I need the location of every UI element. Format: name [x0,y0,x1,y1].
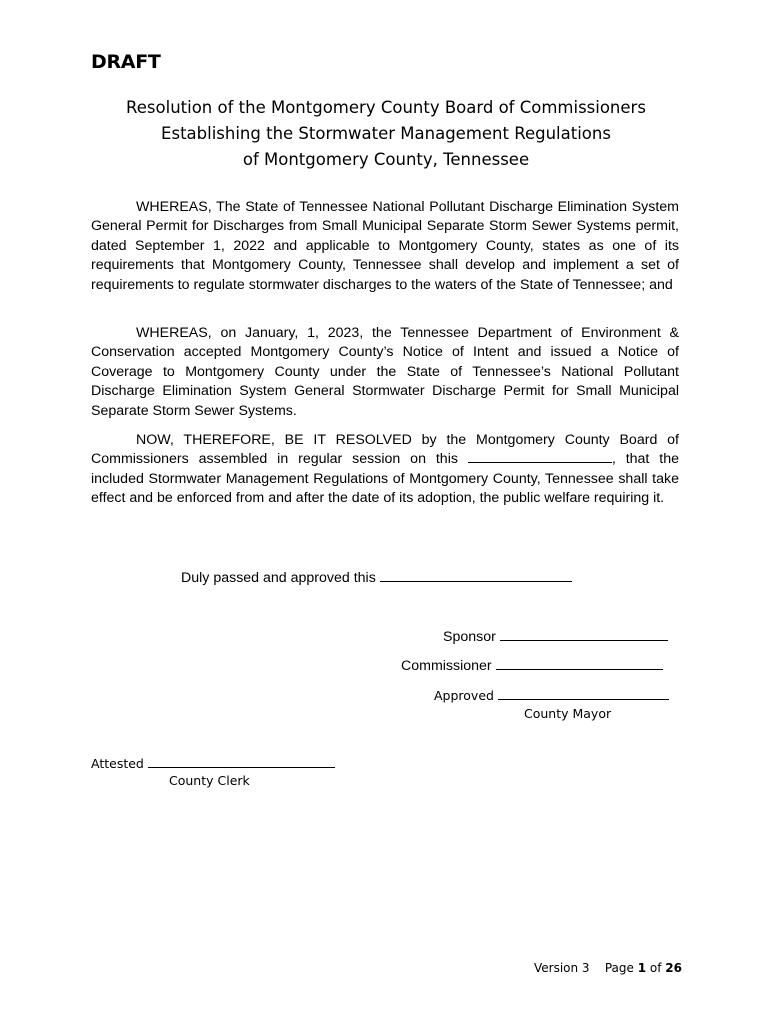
commissioner-signature-blank[interactable] [496,656,663,670]
commissioner-label: Commissioner [401,658,492,674]
approved-signature-blank[interactable] [498,686,669,700]
page-current: 1 [637,961,647,975]
commissioner-line [401,656,663,674]
attested-label: Attested [91,756,144,771]
resolved-text-2: , that the included Stormwater Management Regulations of Montgomery County, Tennessee shall take effect and be enforced from and after the date of its adoption, the public welfare requiring it. [91,451,679,507]
county-mayor-label: County Mayor [524,706,612,721]
title-line-1: Resolution of the Montgomery County Board of Commissioners [126,98,646,117]
sponsor-label: Sponsor [443,629,496,645]
approved-line [434,686,669,703]
session-date-blank[interactable] [468,450,612,463]
whereas-paragraph-2: WHEREAS, on January, 1, 2023, the Tennessee Department of Environment & Conservation accepted Montgomery County’s Notice of Intent and issued a Notice of Coverage to Montgomery County under the State of Tennessee’s National Pollutant Discharge Elimination System General Stormwater Discharge Permit for Small Municipal Separate Storm Sewer Systems. [91,325,679,419]
approved-label: Approved [434,688,494,703]
page-total: 26 [665,961,682,975]
resolved-paragraph [91,431,679,509]
attested-line [91,754,335,771]
page-footer [534,961,682,975]
duly-passed-line [181,568,572,586]
page-of: of [649,961,662,975]
sponsor-line [443,627,668,645]
resolution-title [80,95,692,173]
whereas-paragraph-1: WHEREAS, The State of Tennessee National Pollutant Discharge Elimination System General Permit for Discharges from Small Municipal Separate Storm Sewer Systems permit, dated September 1, 2022 and applicable to Montgomery County, states as one of its requirements that Montgomery County, Tennessee shall develop and implement a set of requirements to regulate stormwater discharges to the waters of the State of Tennessee; and [91,199,679,293]
title-line-3: of Montgomery County, Tennessee [242,150,530,169]
version-label: Version 3 [533,961,590,975]
page-label: Page [604,961,634,975]
draft-label: DRAFT [91,51,161,73]
sponsor-signature-blank[interactable] [500,627,668,641]
resolved-text-1: NOW, THEREFORE, BE IT RESOLVED by the Montgomery County Board of Commissioners assembled in regular session on this [91,432,679,468]
duly-passed-blank[interactable] [380,568,572,582]
title-line-2: Establishing the Stormwater Management Regulations [161,124,611,143]
attested-signature-blank[interactable] [148,754,335,768]
duly-passed-label: Duly passed and approved this [181,570,376,586]
county-clerk-label: County Clerk [169,773,250,788]
